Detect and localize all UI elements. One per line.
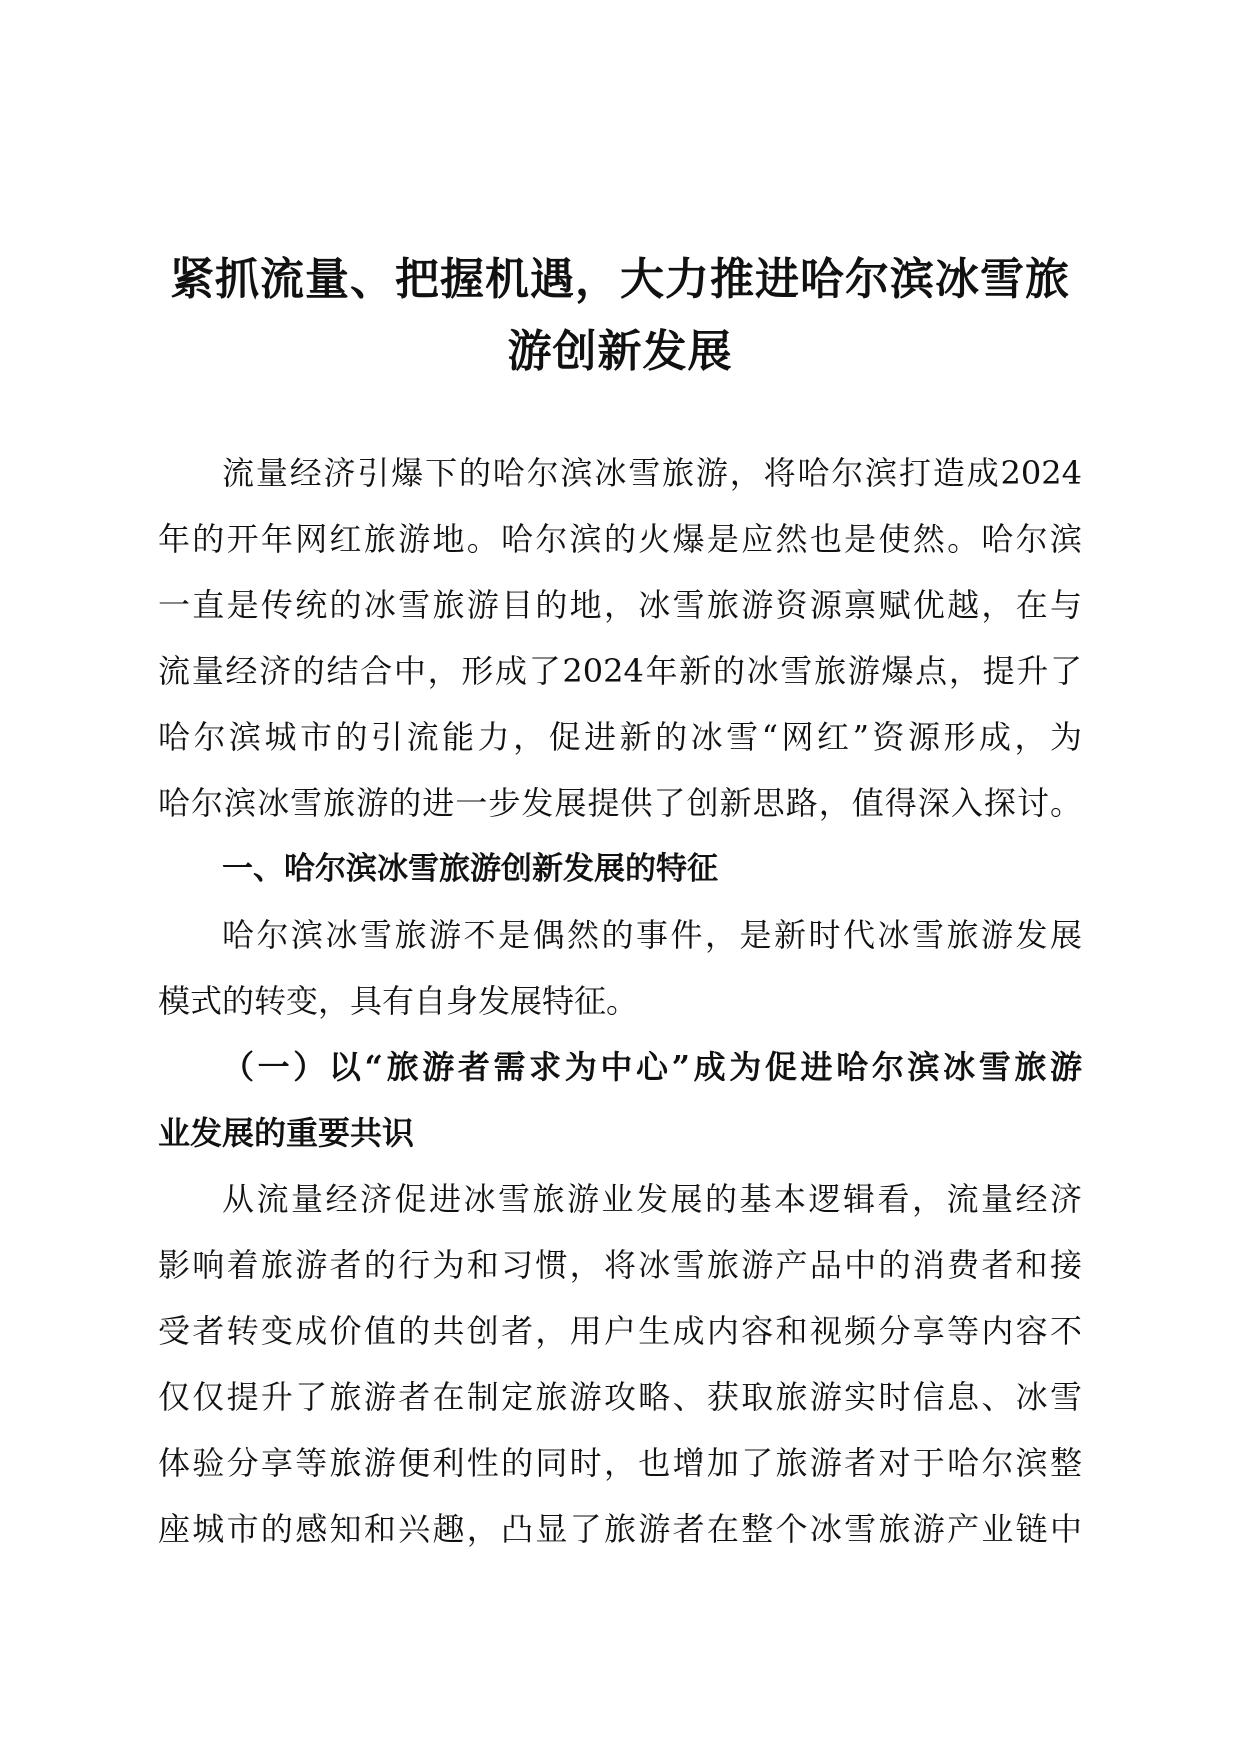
paragraph-line: 年的开年网红旅游地。哈尔滨的火爆是应然也是使然。哈尔滨: [158, 520, 1082, 558]
subheading-line: （一）以“旅游者需求为中心”成为促进哈尔滨冰雪旅游: [222, 1048, 1082, 1086]
paragraph-line: 哈尔滨冰雪旅游不是偶然的事件，是新时代冰雪旅游发展: [222, 916, 1082, 954]
paragraph-line: 受者转变成价值的共创者，用户生成内容和视频分享等内容不: [158, 1312, 1082, 1350]
paragraph-section-intro: [158, 902, 1082, 1034]
paragraph-line: 流量经济引爆下的哈尔滨冰雪旅游，将哈尔滨打造成2024: [222, 454, 1082, 492]
paragraph-line: 一直是传统的冰雪旅游目的地，冰雪旅游资源禀赋优越，在与: [158, 586, 1082, 624]
paragraph-line: 仅仅提升了旅游者在制定旅游攻略、获取旅游实时信息、冰雪: [158, 1378, 1082, 1416]
paragraph-line: 流量经济的结合中，形成了2024年新的冰雪旅游爆点，提升了: [158, 652, 1082, 690]
subheading-line: 业发展的重要共识: [158, 1114, 415, 1152]
document-body: [158, 440, 1082, 1562]
document-title: [150, 244, 1090, 388]
paragraph-line: 从流量经济促进冰雪旅游业发展的基本逻辑看，流量经济: [222, 1180, 1082, 1218]
title-line: 游创新发展: [507, 326, 733, 377]
section-heading: 一、哈尔滨冰雪旅游创新发展的特征: [222, 851, 718, 887]
paragraph-line: 体验分享等旅游便利性的同时，也增加了旅游者对于哈尔滨整: [158, 1444, 1082, 1482]
paragraph-line: 影响着旅游者的行为和习惯，将冰雪旅游产品中的消费者和接: [158, 1246, 1082, 1284]
paragraph-line: 座城市的感知和兴趣，凸显了旅游者在整个冰雪旅游产业链中: [158, 1510, 1082, 1548]
subsection-heading: [158, 1034, 1082, 1166]
paragraph-line: 模式的转变，具有自身发展特征。: [158, 982, 639, 1020]
title-line: 紧抓流量、把握机遇，大力推进哈尔滨冰雪旅: [170, 254, 1070, 305]
paragraph-intro: [158, 440, 1082, 836]
paragraph-line: 哈尔滨冰雪旅游的进一步发展提供了创新思路，值得深入探讨。: [158, 784, 1082, 822]
paragraph-logic: [158, 1166, 1082, 1562]
paragraph-line: 哈尔滨城市的引流能力，促进新的冰雪“网红”资源形成，为: [158, 718, 1082, 756]
